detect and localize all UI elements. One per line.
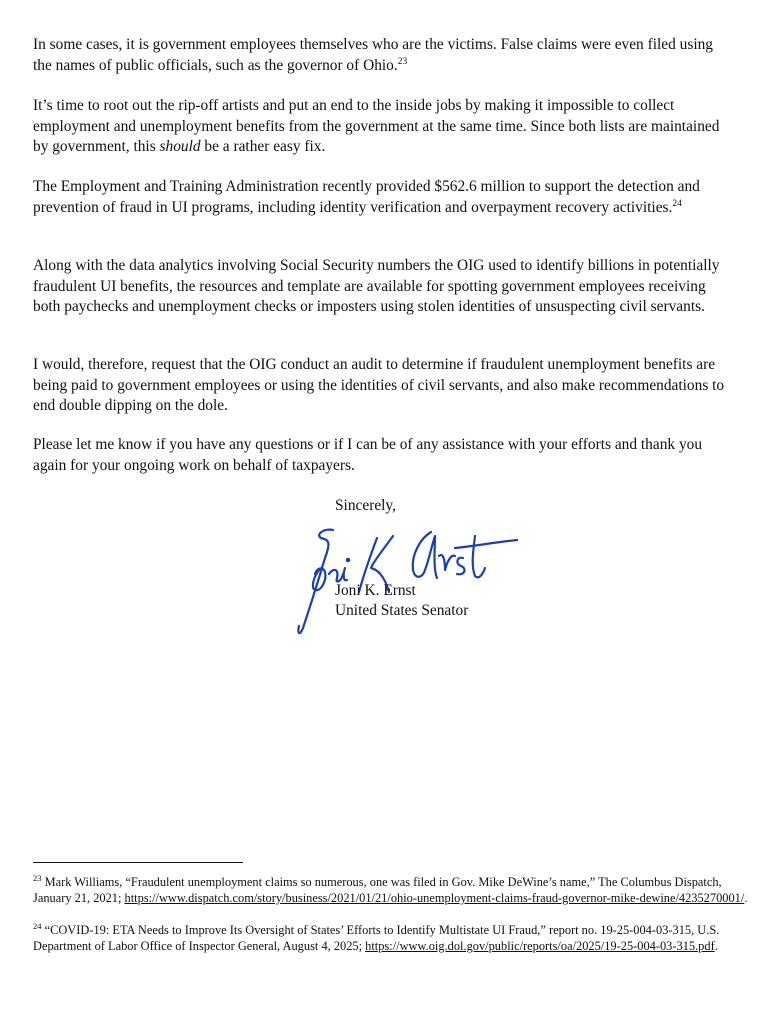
footnote-24-link[interactable]: https://www.oig.dol.gov/public/reports/oa/2025/19-25-004-03-315.pdf bbox=[365, 939, 715, 953]
paragraph-data-analytics: Along with the data analytics involving Social Security numbers the OIG used to identify billions in potentially fraudulent UI benefits, the resources and template are available for spotting government employees receiving both paychecks and unemployment checks or imposters using stolen identities of unsuspecting civil servants. bbox=[33, 257, 720, 315]
salutation: Sincerely, bbox=[335, 497, 396, 514]
paragraph-closing-thanks: Please let me know if you have any questions or if I can be of any assistance with your efforts and thank you again for your ongoing work on behalf of taxpayers. bbox=[33, 436, 703, 474]
footnote-divider bbox=[33, 862, 243, 863]
signer-title: United States Senator bbox=[335, 602, 469, 619]
footnote-number: 24 bbox=[33, 920, 42, 931]
footnote-24: $^{24}$ “COVID-19: ETA Needs to Improve Its Oversight of States’ Efforts to Identify Multistate UI Fraud,” report no. 19-25-004-03-315, U.S. Department of Labor Office of Inspector General, August 4, 2025; https://www.oig.dol.gov/public/reports/oa/2025/19-25-004-03-315.pdf. bbox=[33, 920, 720, 953]
paragraph-eta-funding: The Employment and Training Administration recently provided $562.6 million to support the detection and prevention of fraud in UI programs, including identity verification and overpayment recovery activities.$^{24}$ bbox=[33, 178, 700, 216]
paragraph-victims: In some cases, it is government employees themselves who are the victims. False claims were even filed using the names of public officials, such as the governor of Ohio.$^{23}$ bbox=[33, 36, 713, 74]
footnote-number: 23 bbox=[33, 872, 42, 883]
footnote-ref-23[interactable]: 23 bbox=[397, 56, 408, 67]
footnote-23: $^{23}$ Mark Williams, “Fraudulent unemployment claims so numerous, one was filed in Gov. Mike DeWine’s name,” The Columbus Dispatch, January 21, 2021; https://www.dispatch.com/story/business/2021/01/21/ohio-unemployment-claims-fraud-governor-mike-dewine/4235270001/. bbox=[33, 872, 748, 905]
footnote-23-link[interactable]: https://www.dispatch.com/story/business/2021/01/21/ohio-unemployment-claims-fraud-governor-mike-dewine/4235270001/ bbox=[124, 891, 745, 905]
footnote-ref-24[interactable]: 24 bbox=[672, 198, 682, 209]
emphasis-should: should bbox=[159, 138, 201, 155]
signer-name: Joni K. Ernst bbox=[335, 582, 416, 599]
signature-image bbox=[285, 508, 525, 643]
paragraph-root-out: It’s time to root out the rip-off artists and put an end to the inside jobs by making it impossible to collect employment and unemployment benefits from the government at the same time. Since both lists are maintained by government, this should be a rather easy fix. bbox=[33, 97, 720, 155]
paragraph-audit-request: I would, therefore, request that the OIG conduct an audit to determine if fraudulent unemployment benefits are being paid to government employees or using the identities of civil servants, and also make recommendations to end double dipping on the dole. bbox=[33, 356, 725, 414]
